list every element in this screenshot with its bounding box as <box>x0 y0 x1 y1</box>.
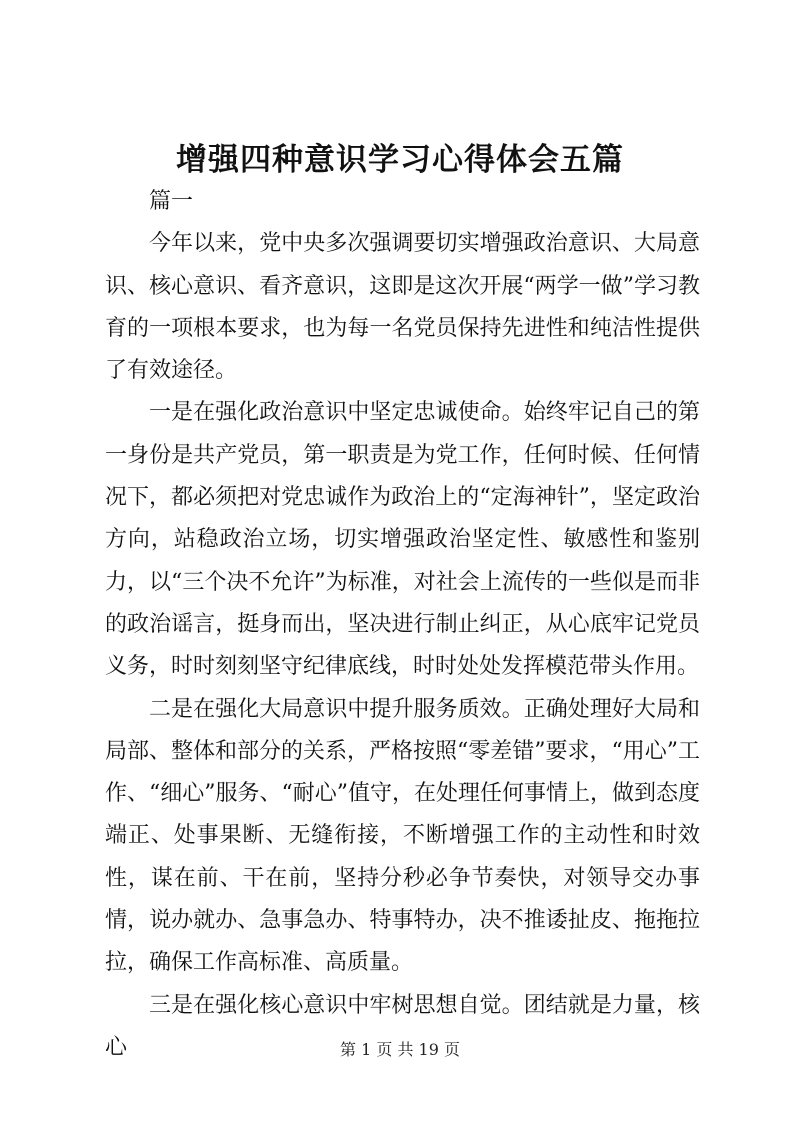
paragraph-political-awareness: 一是在强化政治意识中坚定忠诚使命。始终牢记自己的第一身份是共产党员，第一职责是为党工作，任何时候、任何情况下，都必须把对党忠诚作为政治上的“定海神针”，坚定政治方向，站稳政治立场，切实增强政治坚定性、敏感性和鉴别力，以“三个决不允许”为标准，对社会上流传的一些似是而非的政治谣言，挺身而出，坚决进行制止纠正，从心底牢记党员义务，时时刻刻坚守纪律底线，时时处处发挥模范带头作用。 <box>105 400 700 680</box>
page-number-footer: 第 1 页 共 19 页 <box>340 1040 460 1059</box>
paragraph-intro: 今年以来，党中央多次强调要切实增强政治意识、大局意识、核心意识、看齐意识，这即是这次开展“两学一做”学习教育的一项根本要求，也为每一名党员保持先进性和纯洁性提供了有效途径。 <box>105 231 700 384</box>
document-body <box>105 181 700 1069</box>
section-label: 篇一 <box>149 189 194 214</box>
document-title: 增强四种意识学习心得体会五篇 <box>176 142 624 178</box>
paragraph-overall-awareness: 二是在强化大局意识中提升服务质效。正确处理好大局和局部、整体和部分的关系，严格按照“零差错”要求，“用心”工作、“细心”服务、“耐心”值守，在处理任何事情上，做到态度端正、处事果断、无缝衔接，不断增强工作的主动性和时效性，谋在前、干在前，坚持分秒必争节奏快，对领导交办事情，说办就办、急事急办、特事特办，决不推诿扯皮、拖拖拉拉，确保工作高标准、高质量。 <box>105 696 700 976</box>
paragraph-core-awareness: 三是在强化核心意识中牢树思想自觉。团结就是力量，核心 <box>105 992 700 1060</box>
